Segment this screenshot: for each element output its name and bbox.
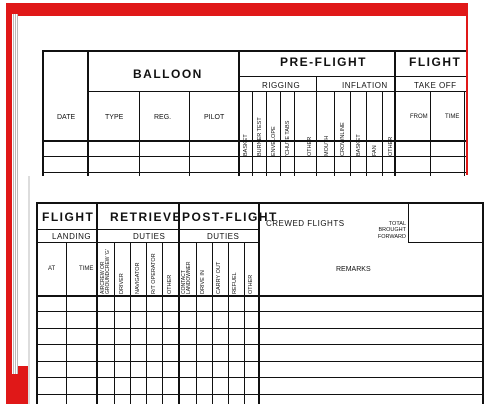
grid-rule xyxy=(238,76,466,77)
grid-rule xyxy=(382,91,383,176)
rig-col-label: BURNER TEST xyxy=(257,117,263,156)
retrieve-col-label: R/T OPERATOR xyxy=(151,253,157,294)
at-column-header: AT xyxy=(48,266,56,272)
infl-col-label: BASKET xyxy=(356,134,362,156)
grid-rule xyxy=(36,242,258,243)
grid-rule xyxy=(316,91,317,176)
rigging-subheader: RIGGING xyxy=(262,81,301,90)
preflight-header: PRE-FLIGHT xyxy=(280,55,367,69)
grid-rule xyxy=(228,242,229,404)
logbook-bottom-page xyxy=(30,176,490,404)
flight-header-top: FLIGHT xyxy=(409,55,462,69)
grid-rule xyxy=(114,242,115,404)
flight-header-bottom: FLIGHT xyxy=(42,210,95,224)
grid-rule xyxy=(178,202,180,404)
grid-rule xyxy=(408,202,409,242)
retrieve-col-label: OTHER xyxy=(167,274,173,294)
grid-rule xyxy=(316,76,317,92)
total-brought-forward-line1: TOTAL xyxy=(388,221,406,227)
from-column-header: FROM xyxy=(410,114,428,120)
grid-rule xyxy=(146,242,147,404)
logbook-cover-top xyxy=(6,3,468,17)
grid-rule xyxy=(212,242,213,404)
rig-col-label: ENVELOPE xyxy=(271,126,277,156)
rig-col-label: 'CHUTE TABS xyxy=(285,120,291,156)
infl-col-label: FAN xyxy=(372,145,378,156)
grid-rule xyxy=(189,91,190,176)
grid-rule xyxy=(42,156,466,157)
grid-rule xyxy=(87,50,89,176)
postflight-col-label: REFUEL xyxy=(232,272,238,294)
grid-rule xyxy=(130,242,131,404)
takeoff-subheader: TAKE OFF xyxy=(414,81,457,90)
postflight-header: POST-FLIGHT xyxy=(182,210,278,224)
date-column-header: DATE xyxy=(57,114,76,121)
grid-rule xyxy=(334,91,335,176)
grid-rule xyxy=(244,242,245,404)
postflight-col-label: CONTACT LANDOWNER xyxy=(181,261,192,294)
grid-rule xyxy=(66,242,67,404)
postflight-col-label: DRIVE IN xyxy=(200,270,206,294)
grid-rule xyxy=(408,242,482,243)
grid-rule xyxy=(482,202,484,404)
postflight-col-label: CARRY OUT xyxy=(216,261,222,294)
grid-rule xyxy=(430,91,431,176)
grid-rule xyxy=(139,91,140,176)
pilot-column-header: PILOT xyxy=(204,114,225,121)
grid-rule xyxy=(96,202,98,404)
retrieve-header: RETRIEVE xyxy=(110,210,183,224)
retrieve-duties-subheader: DUTIES xyxy=(133,232,166,241)
total-brought-forward-line2: BROUGHT xyxy=(378,227,406,233)
rig-col-label: BASKET xyxy=(243,134,249,156)
type-column-header: TYPE xyxy=(105,114,124,121)
grid-rule xyxy=(238,50,240,176)
grid-rule xyxy=(252,91,253,176)
grid-rule xyxy=(42,50,466,52)
grid-rule xyxy=(350,91,351,176)
time-column-header: TIME xyxy=(445,114,460,120)
crewed-flights-label: CREWED FLIGHTS xyxy=(266,219,345,228)
retrieve-col-label: DRIVER xyxy=(119,273,125,294)
postflight-col-label: OTHER xyxy=(248,274,254,294)
grid-rule xyxy=(162,242,163,404)
infl-col-label: CROWNLINE xyxy=(340,122,346,156)
reg-column-header: REG. xyxy=(154,114,172,121)
inflation-subheader: INFLATION xyxy=(342,81,388,90)
grid-rule xyxy=(238,91,466,92)
retrieve-col-label: AIRCREW OR GROUNDCREW 'G' xyxy=(100,249,111,294)
grid-rule xyxy=(42,172,466,173)
grid-rule xyxy=(42,50,44,176)
grid-rule xyxy=(258,202,260,404)
grid-rule xyxy=(294,91,295,176)
postflight-duties-subheader: DUTIES xyxy=(207,232,240,241)
time-column-header-bottom: TIME xyxy=(79,266,94,272)
total-brought-forward-line3: FORWARD xyxy=(377,234,406,240)
grid-rule xyxy=(36,202,38,404)
grid-rule xyxy=(36,229,258,230)
remarks-column-header: REMARKS xyxy=(336,266,371,273)
grid-rule xyxy=(366,91,367,176)
grid-rule xyxy=(280,91,281,176)
retrieve-col-label: NAVIGATOR xyxy=(135,262,141,294)
landing-subheader: LANDING xyxy=(52,232,92,241)
infl-col-label: MOUTH xyxy=(324,135,330,156)
grid-rule xyxy=(266,91,267,176)
rig-col-label: OTHER xyxy=(307,136,313,156)
infl-col-label: OTHER xyxy=(388,136,394,156)
grid-rule xyxy=(42,140,466,142)
grid-rule xyxy=(87,91,238,92)
grid-rule xyxy=(464,91,465,176)
grid-rule xyxy=(196,242,197,404)
logbook-top-page xyxy=(18,16,466,176)
balloon-header: BALLOON xyxy=(133,67,203,81)
